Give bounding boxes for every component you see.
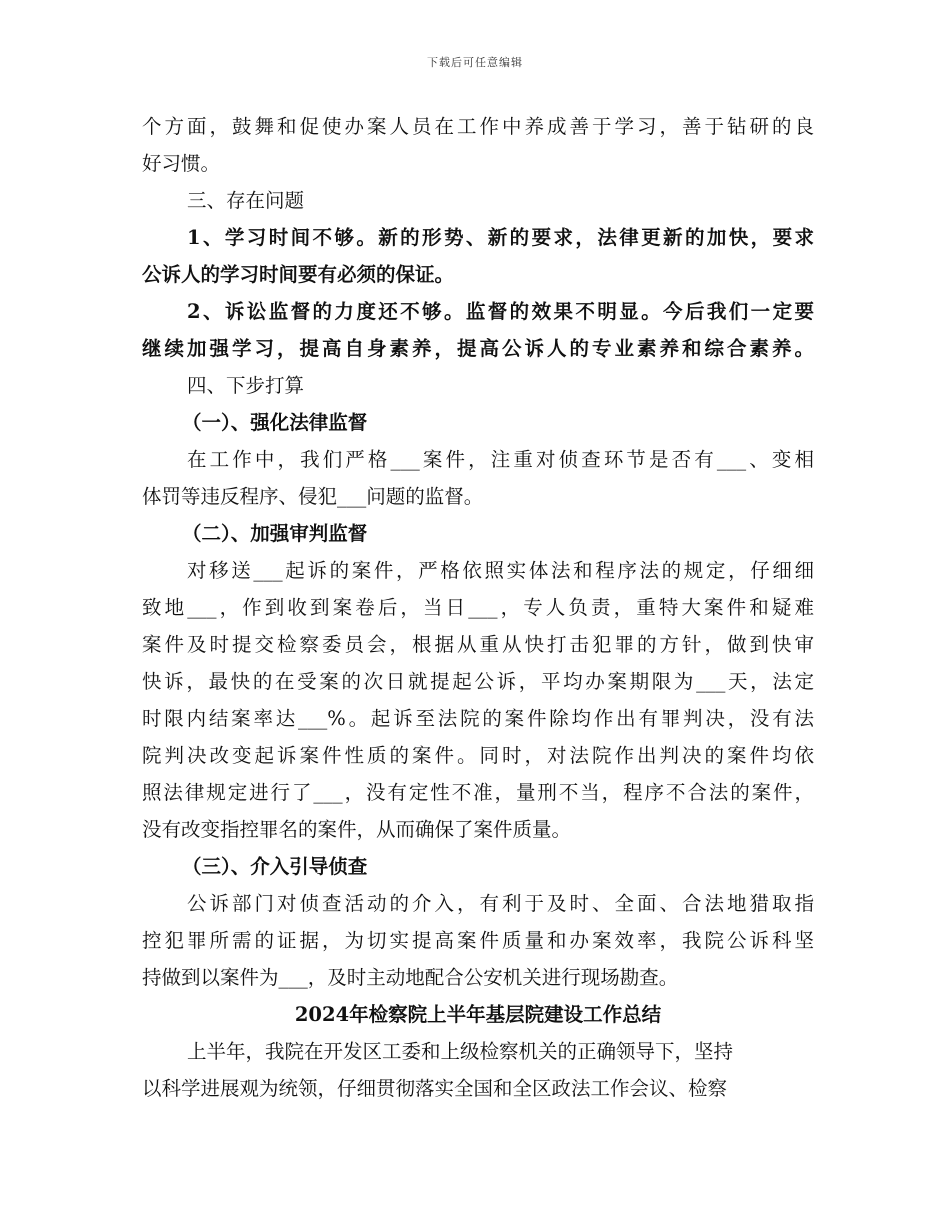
text-line: 没有改变指控罪名的案件，从而确保了案件质量。 [142, 818, 572, 841]
text-line: 以科学进展观为统领，仔细贯彻落实全国和全区政法工作会议、检察 [142, 1077, 728, 1100]
document-title: 2024年检察院上半年基层院建设工作总结 [294, 1003, 662, 1026]
subsection-heading-2: （二）、加强审判监督 [182, 522, 368, 545]
text-line: 上半年，我院在开发区工委和上级检察机关的正确领导下，坚持 [187, 1040, 734, 1063]
text-line: 快诉，最快的在受案的次日就提起公诉，平均办案期限为___天，法定 [142, 670, 814, 693]
text-line: 案件及时提交检察委员会，根据从重从快打击犯罪的方针，做到快审 [142, 633, 814, 656]
subsection-heading-3: （三）、介入引导侦查 [182, 855, 368, 878]
text-line: 照法律规定进行了___，没有定性不准，量刑不当，程序不合法的案件， [142, 781, 814, 804]
text-line: 持做到以案件为___，及时主动地配合公安机关进行现场勘查。 [142, 966, 679, 989]
text-line: 时限内结案率达___%。起诉至法院的案件除均作出有罪判决，没有法 [142, 707, 814, 730]
page-header-note: 下载后可任意编辑 [427, 56, 523, 69]
text-line: 在工作中，我们严格___案件，注重对侦查环节是否有___、变相 [187, 448, 814, 471]
text-line: 致地___，作到收到案卷后，当日___，专人负责，重特大案件和疑难 [142, 596, 814, 619]
text-line: 对移送___起诉的案件，严格依照实体法和程序法的规定，仔细细 [187, 559, 814, 582]
document-body [142, 108, 814, 1107]
text-line: 院判决改变起诉案件性质的案件。同时，对法院作出判决的案件均依 [142, 744, 814, 767]
text-line: 公诉部门对侦查活动的介入，有利于及时、全面、合法地猎取指 [187, 892, 814, 915]
issue-1-line: 1、学习时间不够。新的形势、新的要求，法律更新的加快，要求 [187, 226, 814, 249]
text-line: 体罚等违反程序、侵犯___问题的监督。 [142, 485, 484, 508]
issue-2-line: 继续加强学习，提高自身素养，提高公诉人的专业素养和综合素养。 [142, 337, 814, 360]
text-line: 个方面，鼓舞和促使办案人员在工作中养成善于学习，善于钻研的良 [142, 115, 814, 138]
text-line: 控犯罪所需的证据，为切实提高案件质量和办案效率，我院公诉科坚 [142, 929, 814, 952]
issue-1-line: 公诉人的学习时间要有必须的保证。 [142, 263, 455, 286]
text-line: 好习惯。 [142, 152, 221, 175]
issue-2-line: 2、诉讼监督的力度还不够。监督的效果不明显。今后我们一定要 [187, 300, 814, 323]
section-heading-3: 三、存在问题 [187, 189, 305, 212]
section-heading-4: 四、下步打算 [187, 374, 305, 397]
subsection-heading-1: （一）、强化法律监督 [182, 411, 368, 434]
